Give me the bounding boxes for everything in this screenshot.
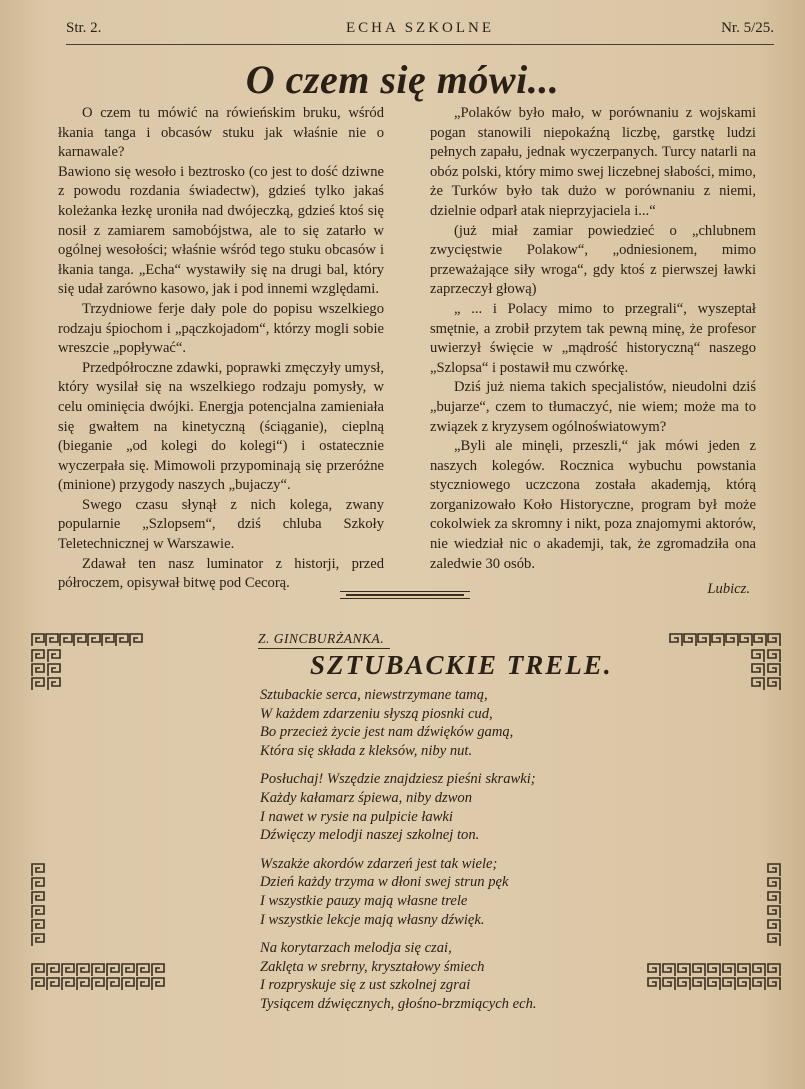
- running-header: [66, 20, 774, 42]
- poem-line: Na korytarzach melodja się czai,: [260, 940, 452, 957]
- ornament-pattern-icon: [32, 634, 142, 690]
- article-paragraph: Trzydniowe ferje dały pole do popisu wszelkiego rodzaju śpiochom i „pączkojadom“, którzy mogli sobie wreszcie „popływać“.: [58, 300, 384, 357]
- poem-stanza: [260, 770, 537, 844]
- article-paragraph: Dziś już niema takich specjalistów, nieudolni dziś „bujarze“, czem to tłumaczyć, nie wiem; może ma to związek z kryzysem ogólnoświatowym?: [430, 379, 756, 435]
- poem-line: Posłuchaj! Wszędzie znajdziesz pieśni skrawki;: [260, 771, 536, 788]
- article-paragraph: O czem tu mówić na rówieńskim bruku, wśród łkania tanga i obcasów stuku jak właśnie nie o karnawale?: [58, 105, 384, 161]
- page-number: Str. 2.: [66, 20, 102, 36]
- poem-line: Każdy kałamarz śpiewa, niby dzwon: [260, 789, 473, 806]
- poem-line: Tysiącem dźwięcznych, głośno-brzmiących ech.: [260, 995, 537, 1012]
- poem-stanza: [260, 686, 537, 760]
- publication-name: ECHA SZKOLNE: [345, 20, 495, 36]
- article-title: O czem się mówi...: [245, 57, 560, 102]
- article-paragraph: „Polaków było mało, w porównaniu z wojskami pogan stanowili niepokaźną liczbę, garstkę ludzi pełnych zapału, jednak wyczerpanych. Turcy natarli na obóz polski, który mimo swej liczebnej słabości, mimo, że Turków było tak dużo w porównaniu z niemi, dzielnie odparł atak nieprzyjaciela i...“: [430, 105, 756, 219]
- poem-line: Która się składa z kleksów, niby nut.: [260, 742, 473, 759]
- article-column-left: [58, 104, 384, 594]
- poem-line: W każdem zdarzeniu słyszą piosnki cud,: [260, 705, 493, 722]
- poem-line: I rozpryskuje się z ust szkolnej zgrai: [260, 977, 471, 994]
- article-paragraph: „Byli ale minęli, przeszli,“ jak mówi jeden z naszych kolegów. Rocznica wybuchu powstania styczniowego uczczona została akademją, którą zorganizowało Koło Historyczne, program był może cokolwiek za skromny i nikt, poza znajomymi aktorów, nie wiedział nic o akademji, tak, że zgromadziła ona zaledwie 30 osób.: [430, 438, 756, 572]
- poem-line: Dźwięczy melodji naszej szkolnej ton.: [260, 827, 480, 844]
- divider-line: [340, 598, 470, 599]
- divider-line: [346, 594, 464, 596]
- article-column-right: [430, 104, 756, 600]
- ornament-pattern-icon: [648, 864, 780, 990]
- poem-line: Bo przecież życie jest nam dźwięków gamą,: [260, 724, 514, 741]
- poem-stanza: [260, 855, 537, 929]
- poem-body: [260, 686, 537, 1024]
- article-paragraph: Bawiono się wesoło i beztrosko (co jest to dość dziwne z powodu rozdania świadectw), gdzieś tylko jakaś koleżanka łezkę uroniła nad dwójeczką, gdzieś ktoś się nosił z zamiarem samobójstwa, ale to się zatarło w ogólnej wesołości; właśnie wśród tego stuku obcasów i łkania tanga. „Echa“ wystawiły się na drugi bal, który się udał zarówno kasowo, jak i pod innemi względami.: [58, 163, 384, 298]
- poem-author: Z. GINCBURŻANKA.: [258, 631, 390, 649]
- article-paragraph: Przedpółroczne zdawki, poprawki zmęczyły umysł, który wysilał się na wszelkiego rodzaju pomysły, w celu ominięcia dwójki. Energja potencjalna zamieniała się gwałtem na kinetyczną (ściąganie), cieplną (bieganie „od kolegi do kolegi“) i ostatecznie wyczerpała się. Mimowoli przypominają się przeróżne (minione) przygody naszych „bujaczy“.: [58, 359, 384, 494]
- section-divider: [340, 591, 470, 601]
- issue-number: Nr. 5/25.: [721, 20, 774, 36]
- poem-line: I nawet w rysie na pulpicie ławki: [260, 808, 453, 825]
- poem-line: I wszystkie pauzy mają własne trele: [260, 892, 468, 909]
- poem-line: Zaklęta w srebrny, kryształowy śmiech: [260, 958, 485, 975]
- article-paragraph: Zdawał ten nasz luminator z historji, przed półroczem, opisywał bitwę pod Cecorą.: [58, 555, 384, 592]
- poem-stanza: [260, 939, 537, 1013]
- divider-line: [340, 591, 470, 592]
- article-paragraph: Swego czasu słynął z nich kolega, zwany popularnie „Szlopsem“, dziś chluba Szkoły Teletechnicznej w Warszawie.: [58, 496, 384, 553]
- header-rule: [66, 44, 774, 45]
- poem-line: Wszakże akordów zdarzeń jest tak wiele;: [260, 855, 498, 872]
- ornament-top-right: [662, 632, 782, 696]
- poem-line: Dzień każdy trzyma w dłoni swej strun pęk: [260, 874, 509, 891]
- ornament-pattern-icon: [670, 634, 780, 690]
- poem-title: SZTUBACKIE TRELE.: [310, 650, 613, 680]
- article-signature: Lubicz.: [707, 581, 750, 598]
- poem-line: I wszystkie lekcje mają własny dźwięk.: [260, 911, 485, 928]
- article-paragraph: „ ... i Polacy mimo to przegrali“, wyszeptał smętnie, a zrobił przytem tak pewną minę, że profesor uwierzył święcie w „mądrość historyczną“ naszego „Szlopsa“ i postawił mu czwórkę.: [430, 300, 756, 376]
- ornament-pattern-icon: [32, 864, 164, 990]
- ornament-top-left: [30, 632, 150, 696]
- article-paragraph: (już miał zamiar powiedzieć o „chlubnem zwycięstwie Polakow“, „odniesionem, mimo przeważające siły wroga“, gdy ktoś z pierwszej ławki zaprzeczył głową): [430, 222, 756, 298]
- ornament-bottom-right: [632, 862, 782, 992]
- poem-line: Sztubackie serca, niewstrzymane tamą,: [260, 687, 488, 703]
- ornament-bottom-left: [30, 862, 180, 992]
